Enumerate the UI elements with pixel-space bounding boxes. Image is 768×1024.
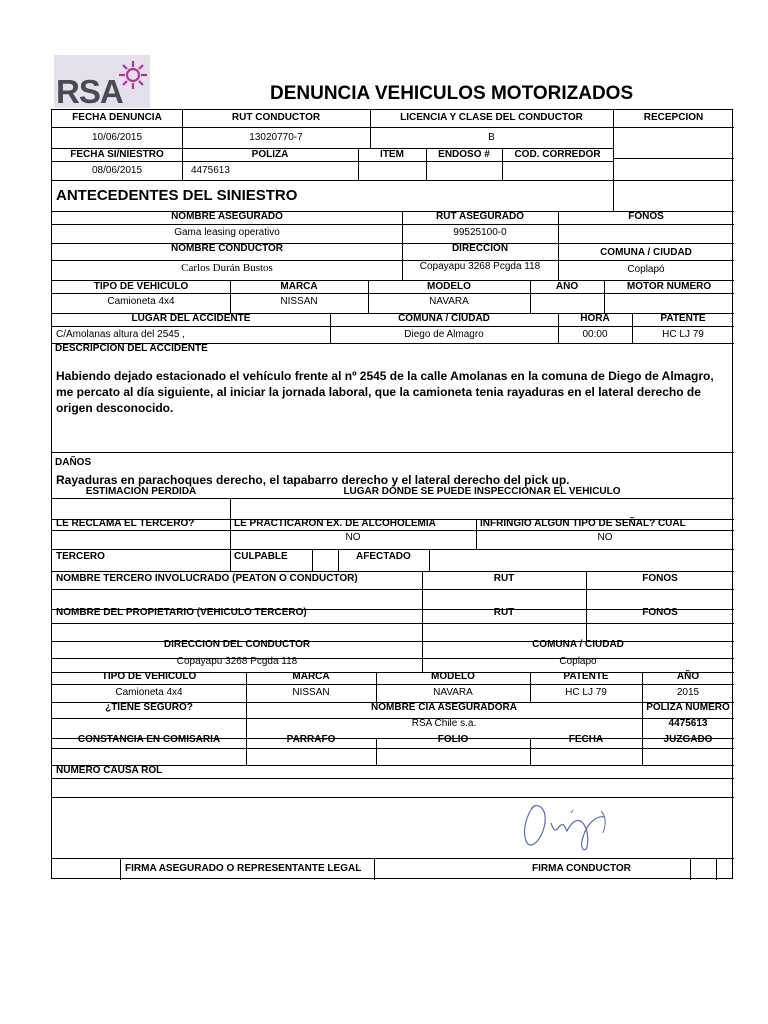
- alcoholemia-value: NO: [345, 532, 361, 543]
- reclama-label: LE RECLAMA EL TERCERO?: [56, 518, 195, 529]
- fecha-siniestro-label: FECHA SI/NIESTRO: [70, 149, 164, 160]
- comisaria-label: CONSTANCIA EN COMISARIA: [77, 734, 221, 745]
- danos-text: Rayaduras en parachoques derecho, el tapabarro derecho y el lateral derecho del pick up.: [56, 473, 570, 487]
- cia-aseguradora-value: RSA Chile s.a.: [411, 718, 477, 729]
- ano2-value: 2015: [676, 687, 700, 698]
- rut-asegurado-label: RUT ASEGURADO: [436, 211, 524, 222]
- patente2-value: HC LJ 79: [565, 687, 607, 698]
- culpable-label: CULPABLE: [234, 551, 288, 562]
- alcoholemia-label: LE PRACTICARON EX. DE ALCOHOLEMIA: [234, 518, 436, 529]
- patente-label: PATENTE: [660, 313, 706, 324]
- infringio-label: INFRINGIO ALGUN TIPO DE SEÑAL? CUAL: [480, 518, 686, 529]
- comuna-value: Coplapó: [627, 264, 665, 275]
- modelo2-value: NAVARA: [433, 687, 473, 698]
- nombre-asegurado-label: NOMBRE ASEGURADO: [171, 211, 283, 222]
- tipo-vehiculo-label: TIPO DE VEHICULO: [93, 281, 189, 292]
- poliza-label: POLIZA: [251, 149, 289, 160]
- fecha-denuncia-label: FECHA DENUNCIA: [72, 112, 162, 123]
- fecha-denuncia-value: 10/06/2015: [91, 132, 143, 143]
- fecha-siniestro-value: 08/06/2015: [91, 165, 143, 176]
- lugar-inspeccion-label: LUGAR DONDE SE PUEDE INSPECCIONAR EL VEHICULO: [343, 486, 621, 497]
- rut-asegurado-value: 99525100-0: [453, 227, 507, 238]
- fecha-comisaria-label: FECHA: [568, 734, 604, 745]
- handwritten-signature-icon: [517, 793, 617, 855]
- marca-label: MARCA: [280, 281, 318, 292]
- direccion-conductor-value: Copayapu 3268 Pcgda 118: [176, 656, 298, 667]
- section-title: ANTECEDENTES DEL SINIESTRO: [56, 187, 298, 204]
- danos-label: DAÑOS: [55, 457, 92, 468]
- rut-conductor-label: RUT CONDUCTOR: [231, 112, 321, 123]
- poliza-numero-label: POLIZA NUMERO: [646, 702, 730, 713]
- patente-value: HC LJ 79: [662, 329, 704, 340]
- tipo-vehiculo2-value: Camioneta 4x4: [115, 687, 183, 698]
- recepcion-label: RECEPCION: [643, 112, 704, 123]
- comuna-conductor-value: Coplapo: [559, 656, 597, 667]
- logo-text: RSA: [56, 73, 123, 110]
- folio-label: FOLIO: [437, 734, 469, 745]
- descripcion-text: Habiendo dejado estacionado el vehículo frente al nº 2545 de la calle Amolanas en la comuna de Diego de Almagro, me percato al día siguiente, al iniciar la jornada laboral, que la camioneta tenia rayaduras en el lateral derecho de origen desconocido.: [56, 369, 714, 415]
- direccion-label: DIRECCION: [451, 243, 509, 254]
- direccion-conductor-label: DIRECCION DEL CONDUCTOR: [163, 639, 311, 650]
- item-label: ITEM: [380, 149, 404, 160]
- tipo-vehiculo-value: Camioneta 4x4: [107, 296, 175, 307]
- propietario-label: NOMBRE DEL PROPIETARIO (VEHICULO TERCERO): [56, 607, 307, 618]
- rut-propietario-label: RUT: [493, 607, 515, 618]
- fonos-tercero-label: FONOS: [642, 573, 678, 584]
- rut-conductor-value: 13020770-7: [249, 132, 303, 143]
- nombre-conductor-value: Carlos Durán Bustos: [181, 262, 273, 274]
- ano-label: AÑO: [555, 281, 579, 292]
- tercero-involucrado-label: NOMBRE TERCERO INVOLUCRADO (PEATON O CONDUCTOR): [56, 573, 358, 584]
- hora-label: HORA: [580, 313, 610, 324]
- patente2-label: PATENTE: [563, 671, 609, 682]
- cod-corredor-label: COD. CORREDOR: [514, 149, 601, 160]
- marca2-value: NISSAN: [292, 687, 330, 698]
- rut-tercero-label: RUT: [493, 573, 515, 584]
- estimacion-label: ESTIMACION PERDIDA: [85, 486, 197, 497]
- ano2-label: AÑO: [676, 671, 700, 682]
- parrafo-label: PARRAFO: [286, 734, 336, 745]
- lugar-accidente-value: C/Amolanas altura del 2545 ,: [56, 329, 185, 340]
- endoso-label: ENDOSO #: [438, 149, 490, 160]
- nombre-conductor-label: NOMBRE CONDUCTOR: [170, 243, 284, 254]
- poliza-value: 4475613: [191, 165, 230, 176]
- fonos-propietario-label: FONOS: [642, 607, 678, 618]
- tipo-vehiculo2-label: TIPO DE VEHICULO: [101, 671, 197, 682]
- descripcion-label: DESCRIPCION DEL ACCIDENTE: [55, 343, 208, 354]
- rsa-flower-logo-icon: [116, 58, 150, 92]
- hora-value: 00:00: [582, 329, 608, 340]
- poliza-numero-value: 4475613: [668, 718, 708, 729]
- modelo-value: NAVARA: [429, 296, 469, 307]
- claim-form: [51, 109, 733, 879]
- lugar-accidente-label: LUGAR DEL ACCIDENTE: [131, 313, 251, 324]
- comuna-accidente-label: COMUNA / CIUDAD: [398, 313, 490, 324]
- comuna-conductor-label: COMUNA / CIUDAD: [532, 639, 624, 650]
- infringio-value: NO: [597, 532, 613, 543]
- causa-rol-label: NUMERO CAUSA ROL: [56, 765, 163, 776]
- tiene-seguro-label: ¿TIENE SEGURO?: [105, 702, 193, 713]
- afectado-label: AFECTADO: [356, 551, 411, 562]
- comuna-ciudad-label: COMUNA / CIUDAD: [600, 247, 692, 258]
- firma-conductor-label: FIRMA CONDUCTOR: [532, 863, 631, 874]
- modelo-label: MODELO: [427, 281, 471, 292]
- juzgado-label: JUZGADO: [663, 734, 713, 745]
- firma-asegurado-label: FIRMA ASEGURADO O REPRESENTANTE LEGAL: [125, 863, 362, 874]
- modelo2-label: MODELO: [431, 671, 475, 682]
- licencia-value: B: [488, 132, 495, 143]
- fonos-label: FONOS: [628, 211, 664, 222]
- cia-aseguradora-label: NOMBRE CIA ASEGURADORA: [371, 702, 517, 713]
- rsa-logo: [54, 55, 150, 108]
- tercero-label: TERCERO: [56, 551, 105, 562]
- marca-value: NISSAN: [280, 296, 318, 307]
- licencia-label: LICENCIA Y CLASE DEL CONDUCTOR: [400, 112, 583, 123]
- page-title: DENUNCIA VEHICULOS MOTORIZADOS: [270, 83, 634, 104]
- motor-numero-label: MOTOR NUMERO: [626, 281, 712, 292]
- nombre-asegurado-value: Gama leasing operativo: [174, 227, 280, 238]
- marca2-label: MARCA: [292, 671, 330, 682]
- comuna-accidente-value: Diego de Almagro: [404, 329, 484, 340]
- direccion-value: Copayapu 3268 Pcgda 118: [419, 261, 541, 272]
